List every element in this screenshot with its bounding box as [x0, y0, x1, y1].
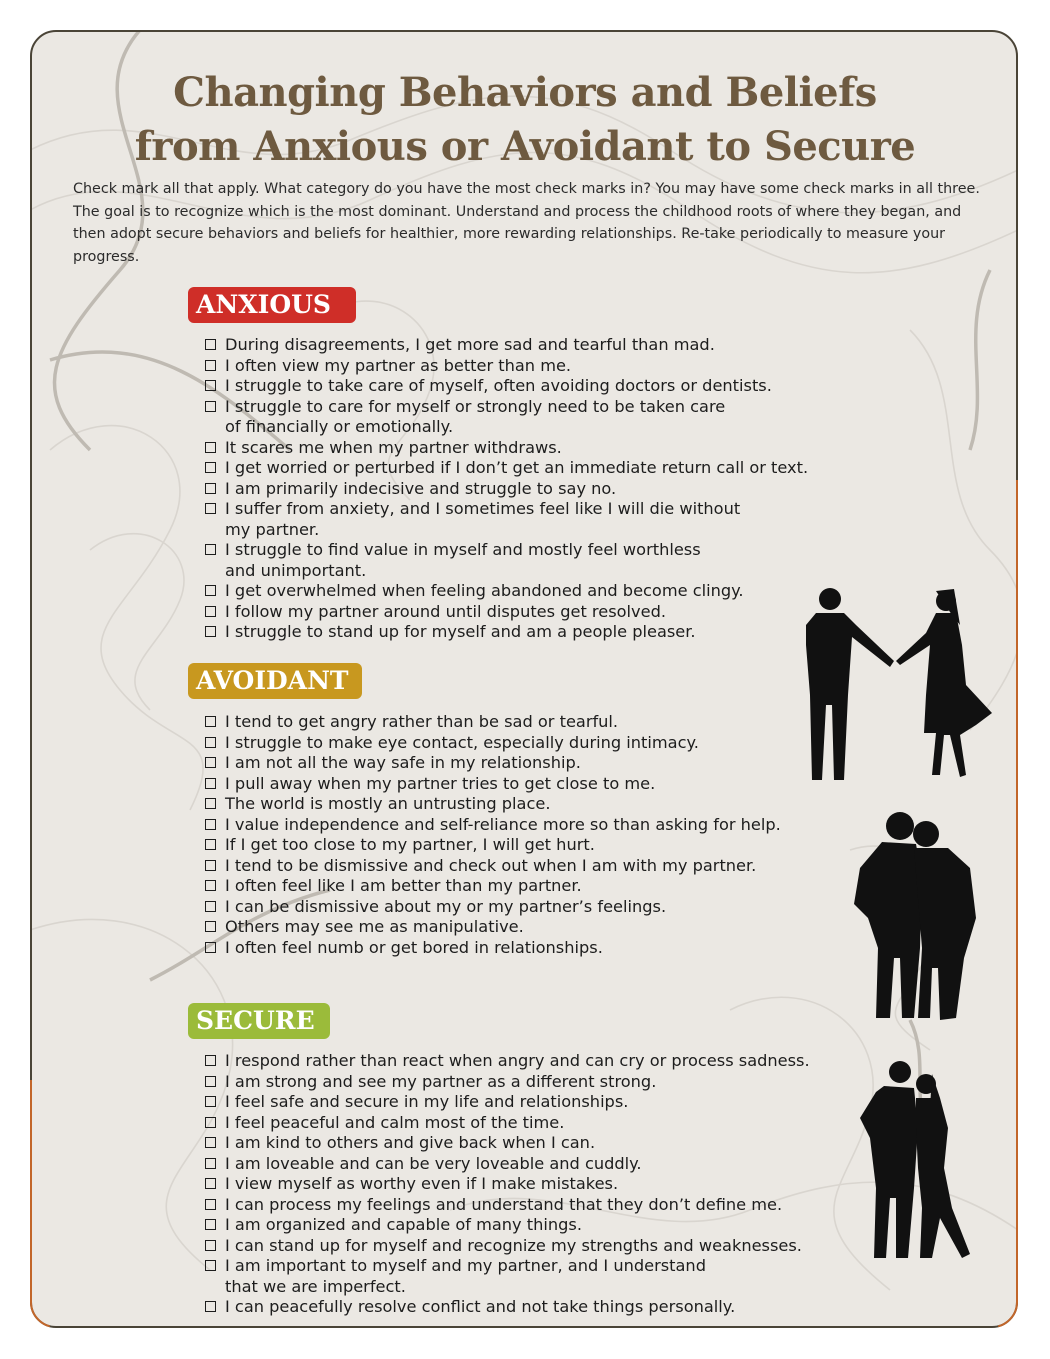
- avoidant-heading: AVOIDANT: [188, 663, 362, 699]
- secure-item: [204, 1154, 810, 1175]
- secure-item: [204, 1051, 810, 1072]
- avoidant-item: [204, 815, 781, 836]
- anxious-item: [204, 479, 808, 500]
- couple-kissing-silhouette: [856, 1058, 974, 1264]
- avoidant-item: [204, 774, 781, 795]
- anxious-item: [204, 376, 808, 397]
- anxious-item: [204, 356, 808, 377]
- secure-item: [204, 1174, 810, 1195]
- intro-paragraph: Check mark all that apply. What category do you have the most check marks in? You may have some check marks in all three. The goal is to recognize which is the most dominant. Understand and process the childhood roots of where they began, and then adopt secure behaviors and beliefs for healthier, more rewarding relationships. Re-take periodically to measure your progress.: [73, 181, 980, 265]
- anxious-item: [204, 458, 808, 479]
- checkbox[interactable]: [205, 1301, 216, 1312]
- checkbox[interactable]: [205, 1240, 216, 1251]
- checkbox[interactable]: [205, 1055, 216, 1066]
- checkbox[interactable]: [205, 716, 216, 727]
- item-text: I view myself as worthy even if I make mistakes.: [225, 1174, 619, 1193]
- item-text: I tend to be dismissive and check out when I am with my partner.: [225, 855, 757, 875]
- checkbox[interactable]: [205, 860, 216, 871]
- secure-item: [204, 1092, 810, 1113]
- item-text: I am kind to others and give back when I can.: [225, 1133, 596, 1152]
- avoidant-item: [204, 876, 781, 897]
- item-text: I often feel numb or get bored in relationships.: [225, 937, 603, 957]
- avoidant-item: [204, 712, 781, 733]
- item-text: I can process my feelings and understand that they don’t define me.: [225, 1194, 783, 1214]
- checkbox[interactable]: [205, 921, 216, 932]
- anxious-item: [204, 581, 808, 602]
- checkbox[interactable]: [205, 626, 216, 637]
- checkbox[interactable]: [205, 1178, 216, 1189]
- item-text: I often view my partner as better than me.: [225, 355, 572, 375]
- avoidant-item: [204, 794, 781, 815]
- checkbox[interactable]: [205, 1158, 216, 1169]
- couple-holding-hands-silhouette: [796, 585, 1016, 785]
- checkbox[interactable]: [205, 380, 216, 391]
- checkbox[interactable]: [205, 585, 216, 596]
- avoidant-item: [204, 856, 781, 877]
- item-text: I am strong and see my partner as a different strong.: [225, 1071, 657, 1091]
- item-text: I value independence and self-reliance more so than asking for help.: [225, 814, 781, 834]
- checkbox[interactable]: [205, 942, 216, 953]
- secure-item: [204, 1133, 810, 1154]
- checkbox[interactable]: [205, 339, 216, 350]
- checkbox[interactable]: [205, 1137, 216, 1148]
- avoidant-item: [204, 835, 781, 856]
- item-text: I follow my partner around until disputes get resolved.: [225, 601, 666, 621]
- secure-item: [204, 1215, 810, 1236]
- checkbox[interactable]: [205, 442, 216, 453]
- secure-item: [204, 1195, 810, 1216]
- checkbox[interactable]: [205, 360, 216, 371]
- checkbox[interactable]: [205, 757, 216, 768]
- title-line-2: from Anxious or Avoidant to Secure: [134, 123, 916, 170]
- item-text: I struggle to find value in myself and mostly feel worthless and unimportant.: [225, 540, 701, 580]
- page-title: [0, 66, 1050, 174]
- item-text: I get worried or perturbed if I don’t get an immediate return call or text.: [225, 458, 809, 477]
- checkbox[interactable]: [205, 1117, 216, 1128]
- secure-heading: SECURE: [188, 1003, 330, 1039]
- avoidant-item: [204, 917, 781, 938]
- item-text: I respond rather than react when angry and can cry or process sadness.: [225, 1051, 810, 1070]
- item-text: I struggle to stand up for myself and am a people pleaser.: [225, 622, 696, 641]
- item-text: I tend to get angry rather than be sad or tearful.: [225, 712, 619, 731]
- checkbox[interactable]: [205, 819, 216, 830]
- secure-item: [204, 1072, 810, 1093]
- checkbox[interactable]: [205, 737, 216, 748]
- anxious-item: [204, 438, 808, 459]
- anxious-item: [204, 397, 808, 438]
- secure-checklist: [204, 1051, 810, 1318]
- anxious-heading: ANXIOUS: [188, 287, 356, 323]
- item-text: I can be dismissive about my or my partner’s feelings.: [225, 896, 667, 916]
- anxious-item: [204, 622, 808, 643]
- item-text: I can peacefully resolve conflict and not take things personally.: [225, 1297, 736, 1316]
- checkbox[interactable]: [205, 1260, 216, 1271]
- secure-item: [204, 1256, 810, 1297]
- checkbox[interactable]: [205, 1076, 216, 1087]
- title-line-1: Changing Behaviors and Beliefs: [173, 69, 877, 116]
- item-text: During disagreements, I get more sad and tearful than mad.: [225, 335, 715, 354]
- checkbox[interactable]: [205, 462, 216, 473]
- couple-embracing-silhouette: [852, 808, 980, 1024]
- checkbox[interactable]: [205, 401, 216, 412]
- item-text: If I get too close to my partner, I will get hurt.: [225, 835, 595, 854]
- item-text: Others may see me as manipulative.: [225, 917, 524, 936]
- avoidant-checklist: [204, 712, 781, 958]
- item-text: I can stand up for myself and recognize my strengths and weaknesses.: [225, 1235, 802, 1255]
- item-text: I am important to myself and my partner, and I understand that we are imperfect.: [225, 1256, 706, 1296]
- item-text: I feel peaceful and calm most of the time.: [225, 1112, 565, 1132]
- item-text: I get overwhelmed when feeling abandoned and become clingy.: [225, 581, 744, 600]
- item-text: I feel safe and secure in my life and relationships.: [225, 1092, 629, 1111]
- anxious-item: [204, 540, 808, 581]
- item-text: I am organized and capable of many things.: [225, 1215, 582, 1234]
- avoidant-item: [204, 897, 781, 918]
- checkbox[interactable]: [205, 798, 216, 809]
- item-text: I am not all the way safe in my relationship.: [225, 753, 581, 772]
- item-text: I struggle to make eye contact, especially during intimacy.: [225, 732, 699, 752]
- item-text: I struggle to take care of myself, often avoiding doctors or dentists.: [225, 376, 772, 395]
- item-text: I suffer from anxiety, and I sometimes feel like I will die without my partner.: [225, 499, 741, 539]
- checkbox[interactable]: [205, 503, 216, 514]
- checkbox[interactable]: [205, 483, 216, 494]
- anxious-item: [204, 499, 808, 540]
- checkbox[interactable]: [205, 1096, 216, 1107]
- item-text: It scares me when my partner withdraws.: [225, 437, 562, 457]
- checkbox[interactable]: [205, 901, 216, 912]
- checkbox[interactable]: [205, 880, 216, 891]
- item-text: I often feel like I am better than my partner.: [225, 876, 582, 895]
- anxious-item: [204, 335, 808, 356]
- item-text: I pull away when my partner tries to get close to me.: [225, 773, 656, 793]
- avoidant-item: [204, 733, 781, 754]
- checkbox[interactable]: [205, 606, 216, 617]
- secure-item: [204, 1297, 810, 1318]
- avoidant-item: [204, 938, 781, 959]
- checkbox[interactable]: [205, 778, 216, 789]
- item-text: I am loveable and can be very loveable and cuddly.: [225, 1153, 642, 1173]
- checkbox[interactable]: [205, 839, 216, 850]
- item-text: I am primarily indecisive and struggle to say no.: [225, 478, 617, 498]
- checkbox[interactable]: [205, 1199, 216, 1210]
- secure-item: [204, 1113, 810, 1134]
- item-text: I struggle to care for myself or strongly need to be taken care of financially or emotionally.: [225, 396, 726, 436]
- avoidant-item: [204, 753, 781, 774]
- secure-item: [204, 1236, 810, 1257]
- anxious-item: [204, 602, 808, 623]
- anxious-checklist: [204, 335, 808, 643]
- checkbox[interactable]: [205, 1219, 216, 1230]
- item-text: The world is mostly an untrusting place.: [225, 794, 551, 813]
- checkbox[interactable]: [205, 544, 216, 555]
